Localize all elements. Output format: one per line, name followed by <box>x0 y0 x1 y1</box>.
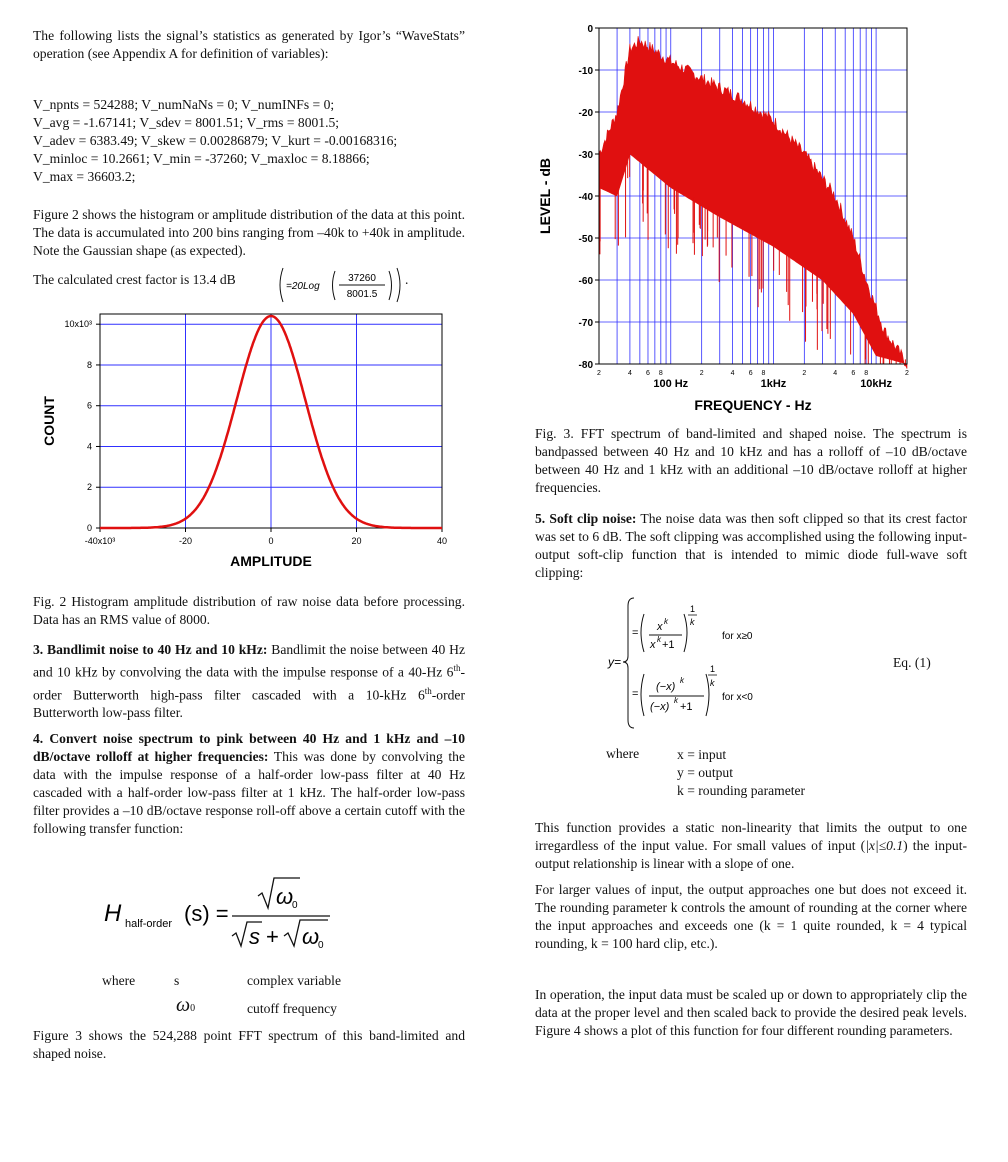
histogram-y-tick-label: 4 <box>86 441 92 452</box>
histogram-y-tick-label: 6 <box>86 400 92 411</box>
fft-y-tick-label: -10 <box>578 66 593 77</box>
svg-text:k: k <box>674 696 678 705</box>
section-4-heading: 4. Convert noise spectrum to pink between 40 Hz and 1 kHz and –10 dB/octave rolloff at higher frequencies: <box>33 731 465 764</box>
fft-y-tick-label: -30 <box>578 150 593 161</box>
svg-text:k: k <box>690 617 695 627</box>
where-desc-s: complex variable <box>247 973 341 988</box>
fig3-caption: Fig. 3. FFT spectrum of band-limited and shaped noise. The spectrum is bandpassed between 40 Hz and 10 kHz and has a rolloff of –10 dB/octave between 40 Hz and 1 kHz with an additional –10 dB/octave rolloff at higher frequencies. <box>535 426 967 495</box>
crest-prefix: =20Log <box>286 281 320 292</box>
histogram-x-tick-label: 0 <box>268 536 274 546</box>
where-desc-omega: cutoff frequency <box>247 1001 337 1016</box>
section-3-body-b: -order Butterworth high-pass filter cascaded with a 10-kHz 6 <box>33 664 465 703</box>
section-3-body-c: -order Butterworth low-pass filter. <box>33 687 465 721</box>
fft-x-minor-label: 6 <box>851 370 856 377</box>
eq-h: H <box>104 900 122 927</box>
eq1-label: Eq. (1) <box>893 655 931 670</box>
svg-text:k: k <box>710 678 715 688</box>
eq-omega-num-sub: 0 <box>292 900 298 911</box>
where-sym-s: s <box>174 973 180 988</box>
fft-x-minor-label: 4 <box>730 370 735 377</box>
fft-y-tick-label: -60 <box>578 276 593 287</box>
crest-suffix: . <box>405 272 409 287</box>
crest-formula <box>275 266 405 304</box>
crest-numerator: 37260 <box>348 273 376 284</box>
histogram-x-tick-label: 20 <box>351 536 362 546</box>
fft-spectrum-area <box>599 36 907 369</box>
eq-omega-den: ω <box>302 924 320 949</box>
svg-text:x: x <box>650 639 656 651</box>
fig2-intro: Figure 2 shows the histogram or amplitude distribution of the data at this point. The data is accumulated into 200 bins ranging from –40k to +40k in amplitude. Note the Gaussian shape (as expected). <box>33 207 466 258</box>
section-5-body: The noise data was then soft clipped so that its crest factor was set to 6 dB. The soft clipping was accomplished using the following input-output soft-clip function that is intended to mimic diode full-wave soft clipping: <box>535 511 967 580</box>
crest-factor-line <box>33 266 473 306</box>
svg-text:1: 1 <box>690 604 696 614</box>
eq-h-argument: (s) = <box>184 901 229 926</box>
stats-line: V_npnts = 524288; V_numNaNs = 0; V_numINFs = 0; <box>33 97 335 112</box>
paragraph-rounding: For larger values of input, the output approaches one but does not exceed it. The rounding parameter k controls the amount of rounding at the corner where the input approaches and exceeds one (k = 1 quite rounded, k = 4 typical rounding, k = 100 hard clip, etc.). <box>535 882 967 951</box>
section-3-sup-1: th <box>453 663 461 673</box>
fft-y-tick-label: -70 <box>578 318 593 329</box>
eq-plus: + <box>266 924 279 949</box>
svg-text:(−x): (−x) <box>650 701 670 713</box>
fft-x-minor-label: 2 <box>699 370 704 377</box>
svg-text:1: 1 <box>710 664 716 674</box>
section-4-body: This was done by convolving the data with the impulse response of a half-order low-pass filter at 40 Hz cascaded with a half-order low-pass filter at 1 kHz. The half-order low-pass filter provides a –10 dB/octave response roll-off above a certain cutoff with the following transfer function: <box>33 749 465 836</box>
fft-x-minor-label: 6 <box>748 370 753 377</box>
section-3-body-a: Bandlimit the noise between 40 Hz and 10 kHz by convolving the data with the impulse response of a 40-Hz 6 <box>33 642 465 680</box>
svg-text:k: k <box>657 635 661 644</box>
where-word-right: where <box>606 746 640 761</box>
where-item: k = rounding parameter <box>677 783 806 798</box>
stats-block <box>33 96 473 186</box>
section-3 <box>33 641 465 722</box>
abs-x-condition: |x|≤0.1 <box>865 838 904 853</box>
stats-line: V_adev = 6383.49; V_skew = 0.00286879; V_kurt = -0.00168316; <box>33 133 398 148</box>
section-3-sup-2: th <box>424 685 432 696</box>
svg-text:x: x <box>657 621 663 633</box>
stats-line: V_minloc = 10.2661; V_min = -37260; V_maxloc = 8.18866; <box>33 151 370 166</box>
svg-text:=: = <box>632 627 639 639</box>
fft-x-minor-label: 8 <box>761 370 766 377</box>
svg-text:+1: +1 <box>680 701 693 713</box>
section-5 <box>535 510 967 582</box>
where-word-left: where <box>102 973 136 988</box>
eq1-condition-2: for x<0 <box>722 692 753 703</box>
svg-text:k: k <box>664 617 668 626</box>
fft-y-tick-label: -80 <box>578 360 593 371</box>
fft-x-minor-label: 4 <box>627 370 632 377</box>
fft-x-minor-label: 2 <box>905 370 909 377</box>
fft-x-major-label: 10kHz <box>860 378 892 390</box>
svg-text:k: k <box>680 676 684 685</box>
fft-x-major-label: 100 Hz <box>653 378 689 390</box>
stats-line: V_avg = -1.67141; V_sdev = 8001.51; V_rms = 8001.5; <box>33 115 340 130</box>
fft-x-major-label: 1kHz <box>760 378 787 390</box>
eq-s: s <box>249 924 260 949</box>
histogram-y-tick-label: 8 <box>86 359 92 370</box>
paragraph-operation: In operation, the input data must be scaled up or down to appropriately clip the data at the proper level and then scaled back to provide the desired peak levels. Figure 4 shows a plot of this function for four different rounding parameters. <box>535 987 967 1038</box>
histogram-x-tick-label: 40 <box>436 536 448 546</box>
fft-y-axis-title: LEVEL - dB <box>537 158 553 234</box>
transfer-function-equation <box>100 866 360 956</box>
eq-h-subscript: half-order <box>125 918 173 930</box>
fft-x-minor-label: 6 <box>646 370 650 377</box>
intro-paragraph: The following lists the signal’s statistics as generated by Igor’s “WaveStats” operation (see Appendix A for definition of variables): <box>33 28 465 61</box>
fig2-caption: Fig. 2 Histogram amplitude distribution of raw noise data before processing. Data has an RMS value of 8000. <box>33 594 465 627</box>
paragraph-static-nonlinearity: This function provides a static non-linearity that limits the output to one irregardless of the input value. For small values of input (|x|≤0.1) the input-output relationship is linear with a slope of one. <box>535 820 968 871</box>
fft-x-minor-label: 2 <box>802 370 807 377</box>
histogram-x-tick-label: -40x10³ <box>84 536 116 546</box>
histogram-y-tick-label: 10x10³ <box>64 319 92 330</box>
section-3-heading: 3. Bandlimit noise to 40 Hz and 10 kHz: <box>33 642 268 657</box>
where-list-right <box>677 746 805 800</box>
svg-text:+1: +1 <box>662 639 675 651</box>
fft-spectrum-chart <box>534 18 914 418</box>
fft-x-minor-label: 4 <box>833 370 838 377</box>
fft-y-tick-label: -40 <box>578 192 593 203</box>
eq-omega-den-sub: 0 <box>318 940 324 951</box>
eq1-condition-1: for x≥0 <box>722 631 753 642</box>
fig3-intro: Figure 3 shows the 524,288 point FFT spectrum of this band-limited and shaped noise. <box>33 1028 465 1061</box>
histogram-x-tick-label: -20 <box>178 536 193 546</box>
histogram-y-axis-title: COUNT <box>41 396 57 446</box>
where-sym-omega: ω0 <box>176 994 196 1016</box>
crest-denominator: 8001.5 <box>346 289 378 300</box>
eq-omega-num: ω <box>276 884 294 909</box>
histogram-chart <box>36 308 456 578</box>
stats-line: V_max = 36603.2; <box>33 169 136 184</box>
section-5-heading: 5. Soft clip noise: <box>535 511 637 526</box>
fft-y-tick-label: 0 <box>587 24 593 35</box>
fft-x-minor-label: 2 <box>597 370 601 377</box>
eq1-y: y= <box>608 655 622 669</box>
histogram-y-tick-label: 2 <box>86 482 92 493</box>
fft-x-minor-label: 8 <box>658 370 663 377</box>
svg-text:=: = <box>632 688 639 700</box>
fft-x-axis-title: FREQUENCY - Hz <box>694 397 812 413</box>
where-item: y = output <box>677 765 734 780</box>
crest-text: The calculated crest factor is 13.4 dB <box>33 272 236 287</box>
fft-x-minor-label: 8 <box>864 370 869 377</box>
section-4 <box>33 730 465 838</box>
where-item: x = input <box>677 747 727 762</box>
histogram-x-axis-title: AMPLITUDE <box>230 553 312 569</box>
histogram-y-tick-label: 0 <box>86 523 92 533</box>
fft-y-tick-label: -50 <box>578 234 593 245</box>
svg-text:(−x): (−x) <box>656 681 676 693</box>
fft-y-tick-label: -20 <box>578 108 593 119</box>
